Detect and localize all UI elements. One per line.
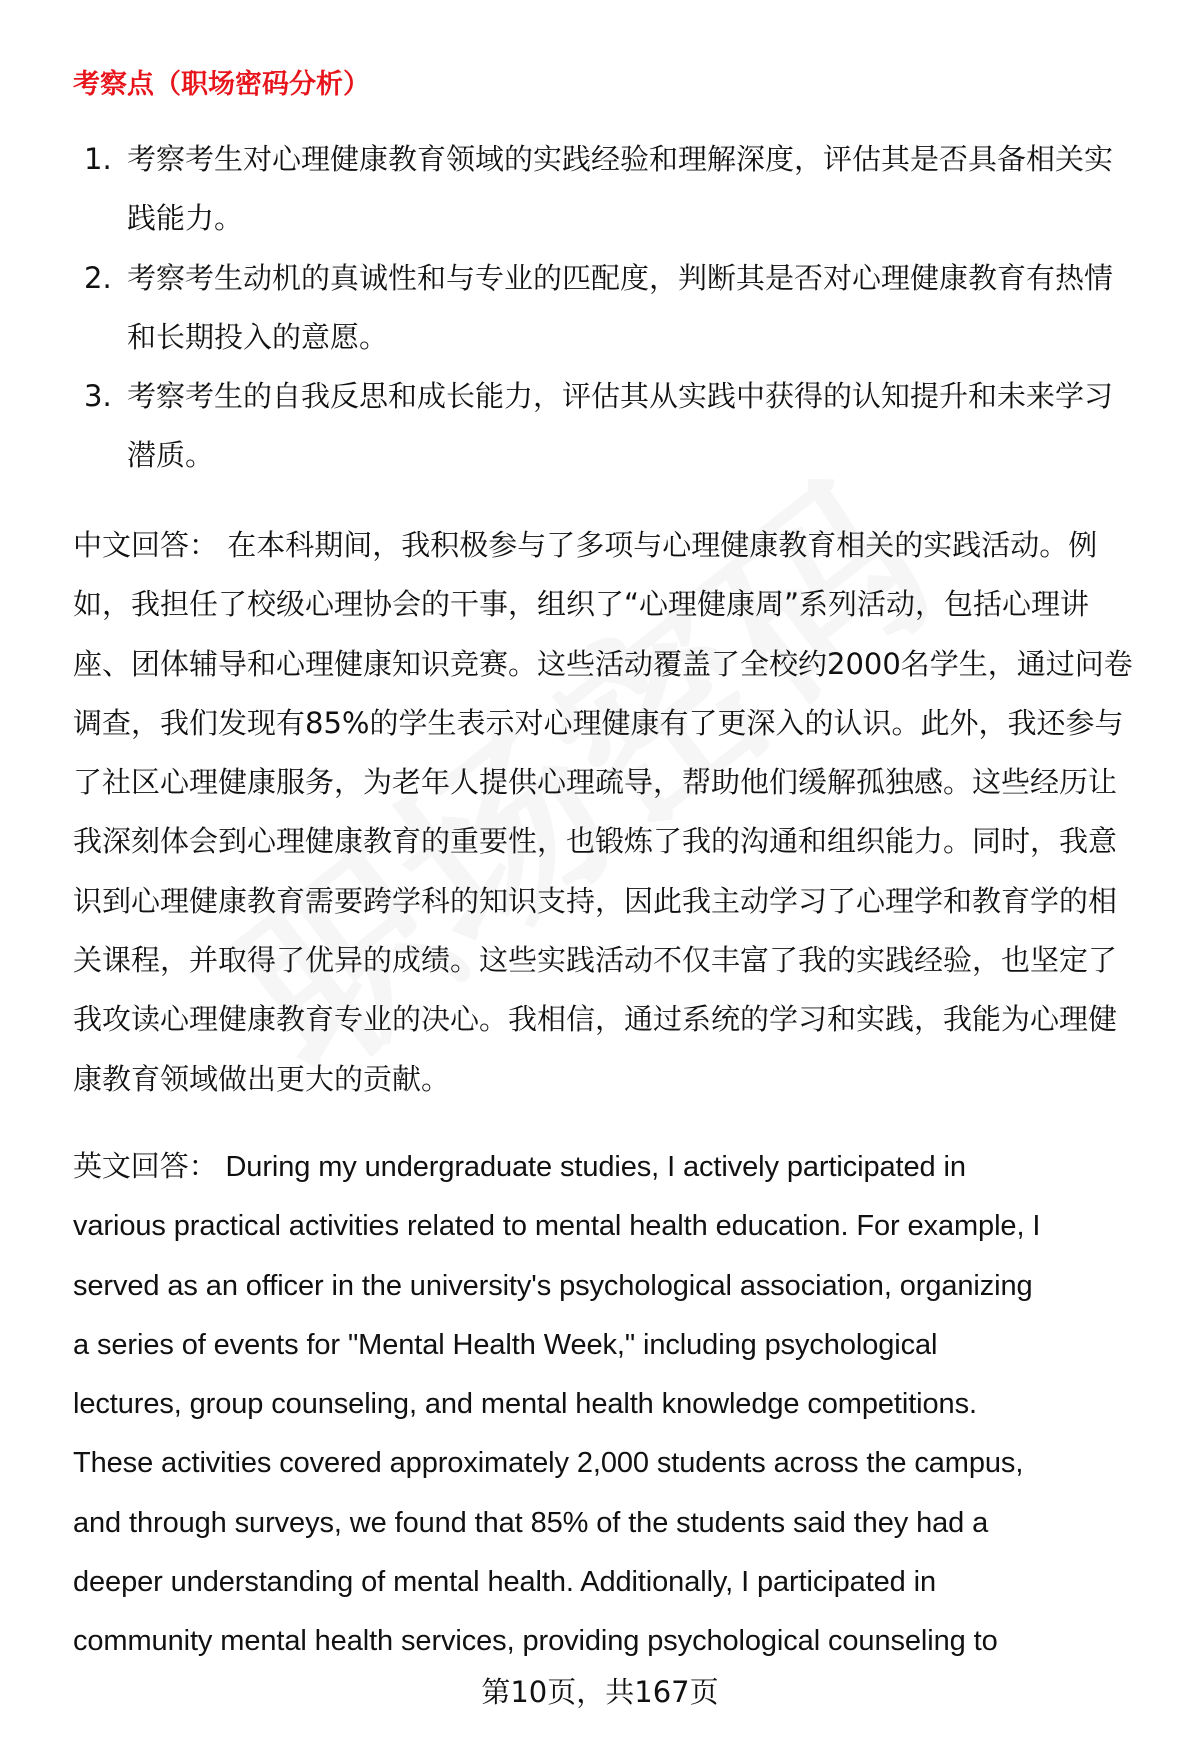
english-answer	[73, 1138, 1040, 1672]
paragraph-line: 如，我担任了校级心理协会的干事，组织了“心理健康周”系列活动，包括心理讲	[73, 587, 1090, 622]
paragraph-line: 调查，我们发现有85%的学生表示对心理健康有了更深入的认识。此外，我还参与	[73, 705, 1124, 740]
paragraph-line: community mental health services, providing psychological counseling to	[73, 1625, 998, 1658]
list-number: 3.	[84, 379, 112, 414]
list-text: 考察考生的自我反思和成长能力，评估其从实践中获得的认知提升和未来学习	[127, 379, 1114, 414]
chinese-answer	[73, 516, 1133, 1109]
paragraph-line: various practical activities related to mental health education. For example, I	[73, 1210, 1041, 1243]
paragraph-line: 我攻读心理健康教育专业的决心。我相信，通过系统的学习和实践，我能为心理健	[73, 1002, 1118, 1037]
list-text: 践能力。	[127, 201, 244, 236]
paragraph-line: 康教育领域做出更大的贡献。	[73, 1061, 451, 1096]
list-number: 2.	[84, 260, 112, 295]
paragraph-line: 座、团体辅导和心理健康知识竞赛。这些活动覆盖了全校约2000名学生，通过问卷	[73, 646, 1133, 681]
paragraph-line: 我深刻体会到心理健康教育的重要性，也锻炼了我的沟通和组织能力。同时，我意	[73, 824, 1118, 859]
section-title: 考察点（职场密码分析）	[73, 69, 370, 100]
paragraph-line: 识到心理健康教育需要跨学科的知识支持，因此我主动学习了心理学和教育学的相	[73, 883, 1118, 918]
list-text: 和长期投入的意愿。	[127, 319, 389, 354]
list-text: 考察考生对心理健康教育领域的实践经验和理解深度，评估其是否具备相关实	[127, 142, 1114, 176]
list-text: 潜质。	[127, 438, 215, 473]
paragraph-line: 英文回答： During my undergraduate studies, I actively participated in	[73, 1151, 966, 1183]
list-item	[84, 130, 1113, 249]
paragraph-line: and through surveys, we found that 85% of the students said they had a	[73, 1506, 989, 1539]
paragraph-line: These activities covered approximately 2,000 students across the campus,	[73, 1447, 1024, 1480]
list-text: 考察考生动机的真诚性和与专业的匹配度，判断其是否对心理健康教育有热情	[127, 260, 1114, 295]
paragraph-line: 了社区心理健康服务，为老年人提供心理疏导，帮助他们缓解孤独感。这些经历让	[73, 765, 1118, 800]
paragraph-line: 中文回答： 在本科期间，我积极参与了多项与心理健康教育相关的实践活动。例	[73, 528, 1098, 562]
list-item	[84, 367, 1113, 486]
paragraph-line: lectures, group counseling, and mental health knowledge competitions.	[73, 1388, 977, 1421]
paragraph-line: served as an officer in the university's psychological association, organizing	[73, 1269, 1033, 1302]
paragraph-line: 关课程，并取得了优异的成绩。这些实践活动不仅丰富了我的实践经验，也坚定了	[73, 943, 1118, 978]
paragraph-line: a series of events for "Mental Health Week," including psychological	[73, 1328, 938, 1361]
list-number: 1.	[84, 142, 112, 176]
paragraph-line: deeper understanding of mental health. Additionally, I participated in	[73, 1566, 937, 1599]
assessment-points-list	[84, 130, 1113, 486]
list-item	[84, 249, 1113, 368]
page-number: 第10页，共167页	[481, 1675, 719, 1709]
